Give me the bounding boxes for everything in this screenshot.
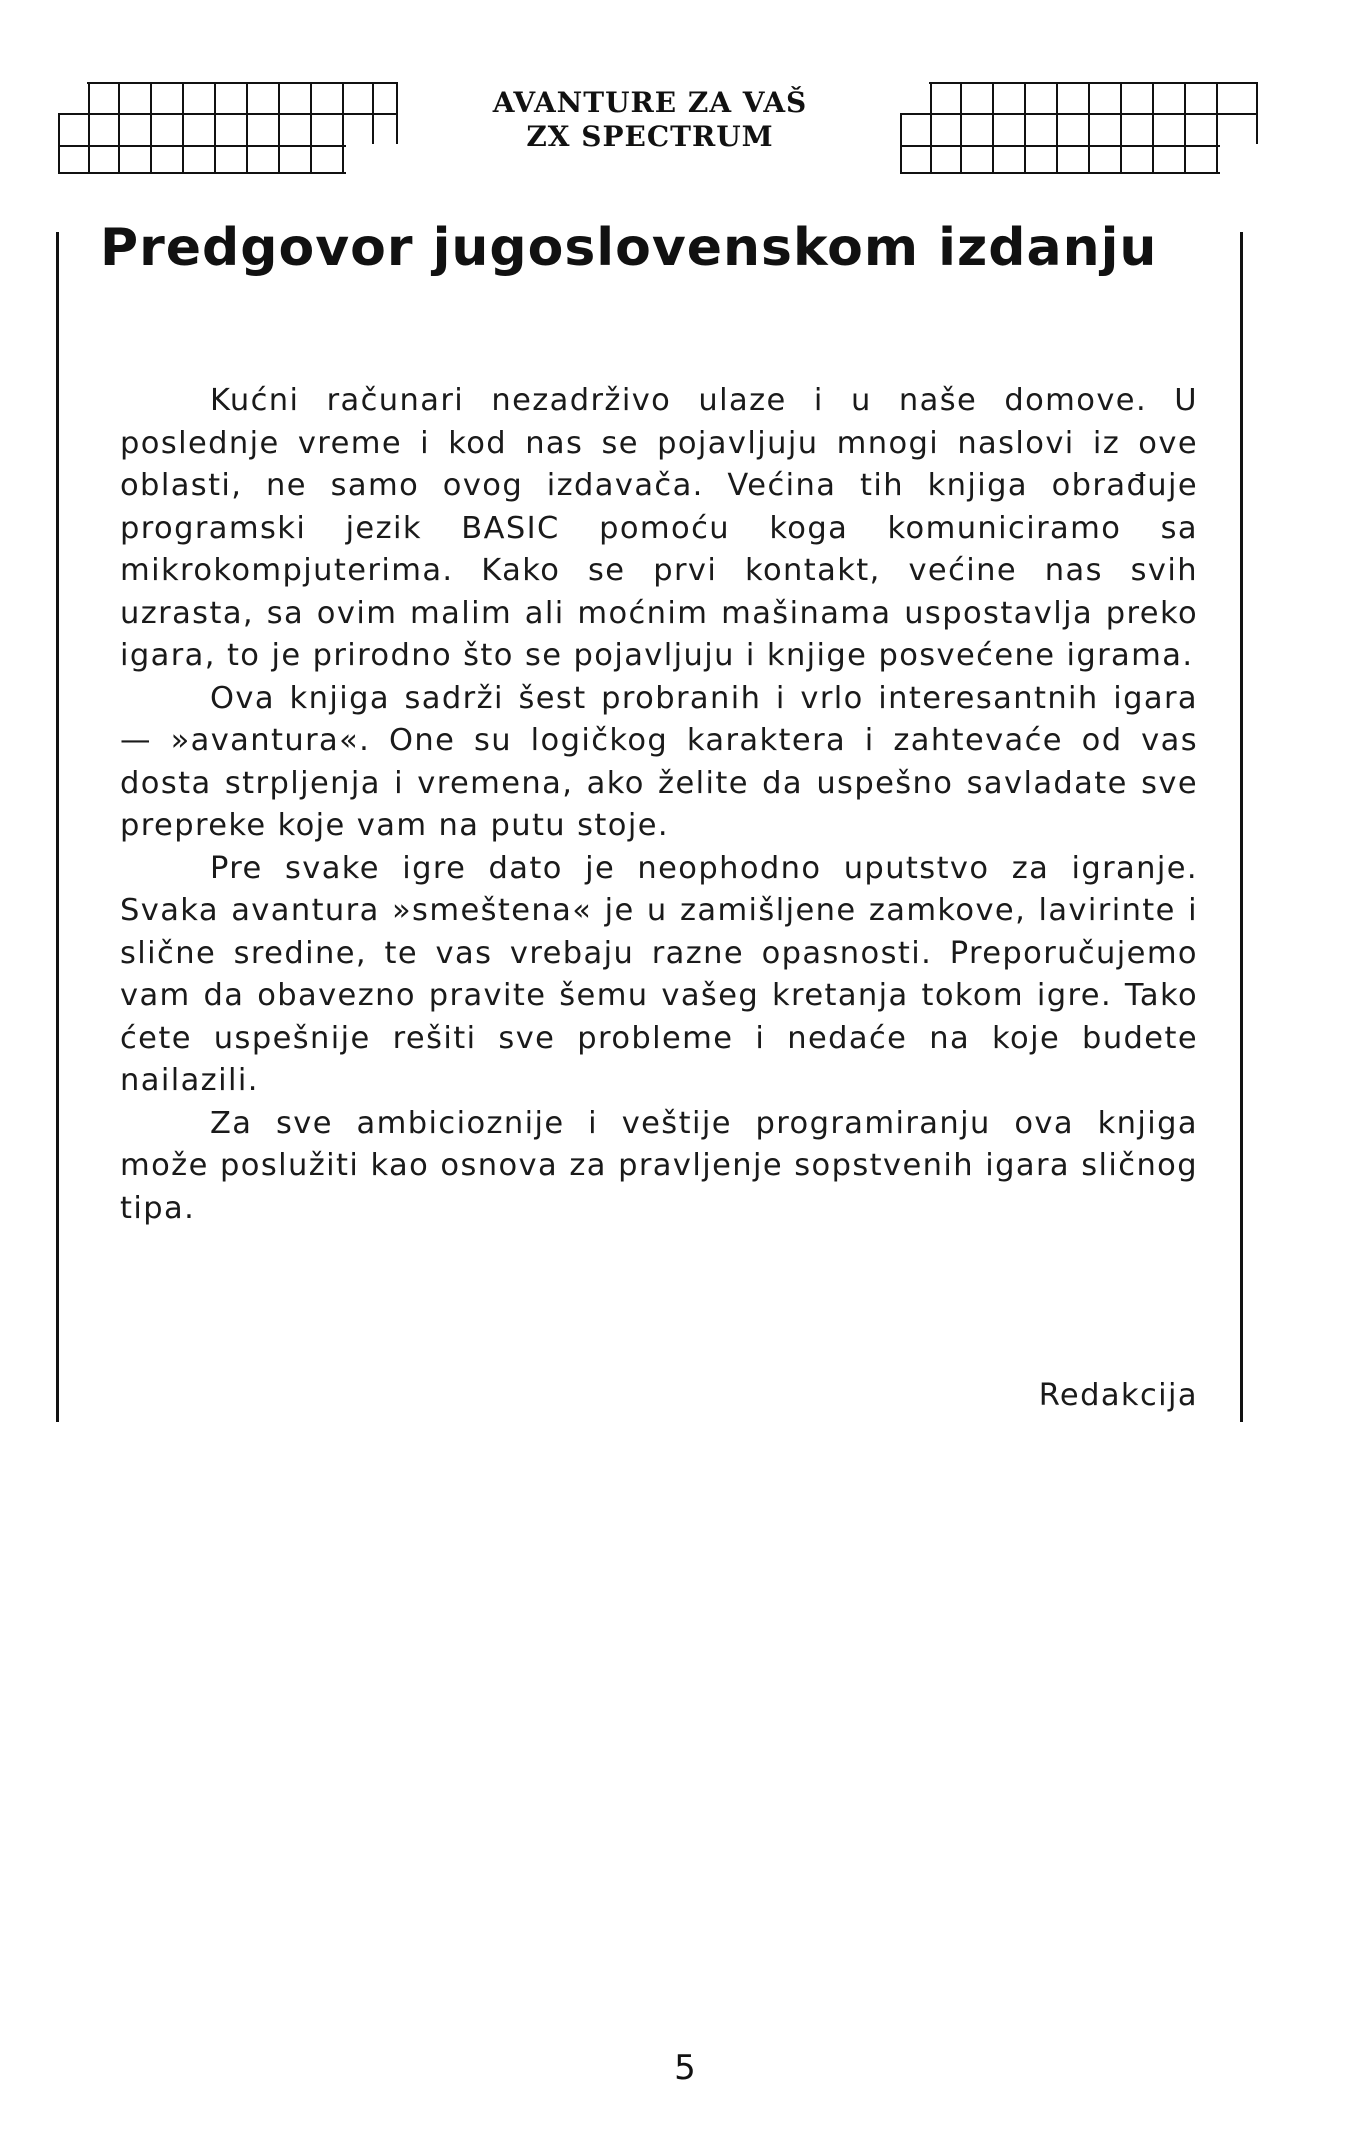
paragraph-3: Pre svake igre dato je neophodno uputstvo za igranje. Svaka avantura »smeštena« je u zamišljene zamkove, lavirinte i slične sredine, te vas vrebaju razne opasnosti. Preporučujemo vam da obavezno pravite šemu vašeg kretanja tokom igre. Tako ćete uspešnije rešiti sve probleme i nedaće na koje budete nailazili.	[120, 850, 1198, 1098]
body-text	[120, 380, 1198, 1230]
signature: Redakcija	[1038, 1378, 1198, 1413]
paragraph-2: Ova knjiga sadrži šest probranih i vrlo interesantnih igara — »avantura«. One su logičkog karaktera i zahtevaće od vas dosta strpljenja i vremena, ako želite da uspešno savladate sve prepreke koje vam na putu stoje.	[120, 680, 1198, 843]
header-grid-ornament-right	[900, 82, 1258, 174]
page-title: Predgovor jugoslovenskom izdanju	[100, 218, 1158, 278]
series-title-line-1: AVANTURE ZA VAŠ	[492, 86, 808, 119]
page-number: 5	[674, 2048, 696, 2088]
left-margin-rule	[56, 232, 59, 1422]
paragraph-4: Za sve ambicioznije i veštije programiranju ova knjiga može poslužiti kao osnova za pravljenje sopstvenih igara sličnog tipa.	[120, 1105, 1198, 1226]
header-grid-ornament-left	[58, 82, 398, 174]
series-title	[412, 86, 888, 164]
paragraph-1: Kućni računari nezadrživo ulaze i u naše domove. U poslednje vreme i kod nas se pojavljuju mnogi naslovi iz ove oblasti, ne samo ovog izdavača. Većina tih knjiga obrađuje programski jezik BASIC pomoću koga komuniciramo sa mikrokompjuterima. Kako se prvi kontakt, većine nas svih uzrasta, sa ovim malim ali moćnim mašinama uspostavlja preko igara, to je prirodno što se pojavljuju i knjige posvećene igrama.	[120, 383, 1198, 673]
page-header	[0, 0, 1370, 190]
series-title-line-2: ZX SPECTRUM	[526, 120, 774, 153]
right-margin-rule	[1240, 232, 1243, 1422]
